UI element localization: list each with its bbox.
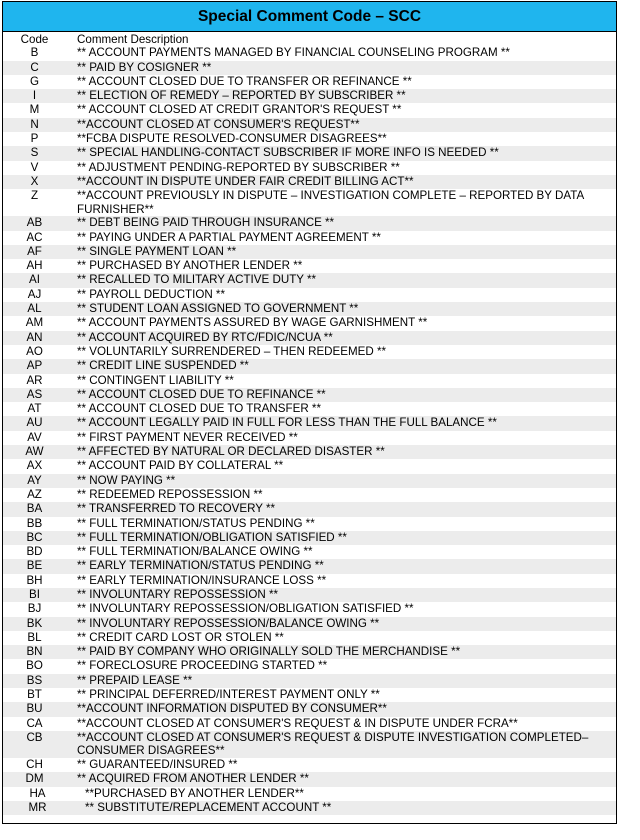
row-code: B xyxy=(30,46,39,60)
row-description: ** ACCOUNT PAYMENTS MANAGED BY FINANCIAL COUNSELING PROGRAM ** xyxy=(77,46,510,60)
table-row xyxy=(2,574,617,588)
row-code: DM xyxy=(25,772,44,786)
row-code: AS xyxy=(26,387,43,401)
row-code: MR xyxy=(28,800,47,814)
row-description: ** FORECLOSURE PROCEEDING STARTED ** xyxy=(77,659,328,673)
table-row xyxy=(2,388,617,402)
row-description: ** DEBT BEING PAID THROUGH INSURANCE ** xyxy=(77,216,335,230)
row-code: BU xyxy=(26,702,43,716)
row-description: ** CREDIT LINE SUSPENDED ** xyxy=(77,359,249,373)
row-code: C xyxy=(30,60,39,74)
row-description: ** ACCOUNT PAYMENTS ASSURED BY WAGE GARNISHMENT ** xyxy=(77,316,428,330)
row-code: AR xyxy=(26,373,43,387)
table-row xyxy=(2,46,617,60)
row-description: ** FULL TERMINATION/BALANCE OWING ** xyxy=(77,545,313,559)
table-row xyxy=(2,331,617,345)
table-row xyxy=(2,402,617,416)
table-row xyxy=(2,659,617,673)
row-description: ** INVOLUNTARY REPOSSESSION ** xyxy=(77,587,279,601)
row-description: ** ADJUSTMENT PENDING-REPORTED BY SUBSCRIBER ** xyxy=(77,160,400,174)
row-code: AT xyxy=(27,402,42,416)
row-code: BI xyxy=(29,587,40,601)
row-code: AB xyxy=(26,216,43,230)
row-description: **ACCOUNT CLOSED AT CONSUMER'S REQUEST & DISPUTE INVESTIGATION COMPLETED– CONSUMER DISAGREES** xyxy=(77,730,589,758)
row-code: AX xyxy=(26,459,43,473)
row-description: ** SINGLE PAYMENT LOAN ** xyxy=(77,244,237,258)
table-row xyxy=(2,688,617,702)
row-description: ** CONTINGENT LIABILITY ** xyxy=(77,373,234,387)
row-code: BS xyxy=(26,673,43,687)
table-header-row xyxy=(2,32,617,46)
table-row xyxy=(2,617,617,631)
row-description: **ACCOUNT IN DISPUTE UNDER FAIR CREDIT BILLING ACT** xyxy=(77,174,414,188)
row-description: ** REDEEMED REPOSSESSION ** xyxy=(77,487,263,501)
row-code: CB xyxy=(26,730,43,744)
scc-table xyxy=(2,1,617,815)
row-code: CA xyxy=(26,716,43,730)
table-row xyxy=(2,602,617,616)
row-code: AH xyxy=(26,259,43,273)
row-code: G xyxy=(29,74,40,88)
header-code: Code xyxy=(20,33,49,46)
row-code: Z xyxy=(30,189,39,203)
row-code: AZ xyxy=(27,487,42,501)
table-row xyxy=(2,345,617,359)
table-row xyxy=(2,772,617,786)
row-description: ** TRANSFERRED TO RECOVERY ** xyxy=(77,502,276,516)
table-row xyxy=(2,801,617,815)
table-row xyxy=(2,132,617,146)
row-description: ** ACCOUNT CLOSED AT CREDIT GRANTOR'S REQUEST ** xyxy=(77,103,402,117)
table-row xyxy=(2,502,617,516)
table-row xyxy=(2,288,617,302)
table-row xyxy=(2,445,617,459)
row-code: BH xyxy=(26,573,43,587)
row-code: BL xyxy=(27,630,42,644)
row-code: BK xyxy=(26,616,43,630)
row-code: AO xyxy=(26,344,43,358)
row-description: **ACCOUNT PREVIOUSLY IN DISPUTE – INVESTIGATION COMPLETE – REPORTED BY DATA FURNISHER** xyxy=(77,189,584,216)
table-row xyxy=(2,559,617,573)
row-code: AP xyxy=(26,359,43,373)
row-code: AI xyxy=(29,273,40,287)
row-code: V xyxy=(30,160,39,174)
row-code: BT xyxy=(27,688,42,702)
row-description: ** ACQUIRED FROM ANOTHER LENDER ** xyxy=(77,772,309,786)
table-row xyxy=(2,702,617,716)
row-code: BC xyxy=(26,530,43,544)
table-row xyxy=(2,474,617,488)
row-description: ** ACCOUNT CLOSED DUE TO REFINANCE ** xyxy=(77,387,326,401)
row-description: ** ACCOUNT CLOSED DUE TO TRANSFER ** xyxy=(77,402,321,416)
row-description: ** EARLY TERMINATION/STATUS PENDING ** xyxy=(77,559,324,573)
row-code: AM xyxy=(25,316,44,330)
row-description: ** PAID BY COSIGNER ** xyxy=(77,60,212,74)
table-body xyxy=(2,32,617,815)
row-description: ** ACCOUNT CLOSED DUE TO TRANSFER OR REFINANCE ** xyxy=(77,74,412,88)
table-row xyxy=(2,103,617,117)
row-description: ** PREPAID LEASE ** xyxy=(77,673,193,687)
row-description: ** FULL TERMINATION/STATUS PENDING ** xyxy=(77,516,315,530)
table-row xyxy=(2,89,617,103)
row-description: ** ACCOUNT PAID BY COLLATERAL ** xyxy=(77,459,284,473)
table-row xyxy=(2,787,617,801)
row-code: BN xyxy=(26,645,43,659)
table-row xyxy=(2,717,617,731)
row-description: ** ACCOUNT LEGALLY PAID IN FULL FOR LESS THAN THE FULL BALANCE ** xyxy=(77,416,497,430)
row-description: **PURCHASED BY ANOTHER LENDER** xyxy=(85,786,304,800)
row-description: ** INVOLUNTARY REPOSSESSION/BALANCE OWING ** xyxy=(77,616,380,630)
table-row xyxy=(2,75,617,89)
row-description: **ACCOUNT CLOSED AT CONSUMER'S REQUEST** xyxy=(77,117,360,131)
row-code: BD xyxy=(26,545,43,559)
table-row xyxy=(2,302,617,316)
table-row xyxy=(2,588,617,602)
row-code: BA xyxy=(26,502,43,516)
row-description: **ACCOUNT CLOSED AT CONSUMER'S REQUEST & IN DISPUTE UNDER FCRA** xyxy=(77,716,518,730)
scc-code-table xyxy=(2,32,617,815)
row-code: P xyxy=(30,132,39,146)
row-description: ** FIRST PAYMENT NEVER RECEIVED ** xyxy=(77,430,298,444)
table-row xyxy=(2,374,617,388)
row-code: S xyxy=(30,146,39,160)
row-description: ** PURCHASED BY ANOTHER LENDER ** xyxy=(77,259,303,273)
row-description: **ACCOUNT INFORMATION DISPUTED BY CONSUMER** xyxy=(77,702,387,716)
table-row xyxy=(2,488,617,502)
row-code: BE xyxy=(26,559,43,573)
row-code: M xyxy=(29,103,40,117)
row-description: ** PAYING UNDER A PARTIAL PAYMENT AGREEMENT ** xyxy=(77,230,381,244)
row-code: I xyxy=(32,89,37,103)
table-row xyxy=(2,216,617,230)
table-title: Special Comment Code – SCC xyxy=(2,1,617,32)
row-code: AU xyxy=(26,416,43,430)
row-description: ** ELECTION OF REMEDY – REPORTED BY SUBSCRIBER ** xyxy=(77,89,406,103)
row-description: ** FULL TERMINATION/OBLIGATION SATISFIED ** xyxy=(77,530,347,544)
row-description: ** PAID BY COMPANY WHO ORIGINALLY SOLD THE MERCHANDISE ** xyxy=(77,645,461,659)
row-description: ** SUBSTITUTE/REPLACEMENT ACCOUNT ** xyxy=(85,800,332,814)
row-description: ** EARLY TERMINATION/INSURANCE LOSS ** xyxy=(77,573,327,587)
table-row xyxy=(2,416,617,430)
table-row xyxy=(2,674,617,688)
table-row xyxy=(2,316,617,330)
table-row xyxy=(2,231,617,245)
row-code: HA xyxy=(29,786,46,800)
row-code: AL xyxy=(27,302,42,316)
row-code: BJ xyxy=(27,602,42,616)
table-row xyxy=(2,531,617,545)
row-code: AJ xyxy=(27,287,42,301)
row-code: AN xyxy=(26,330,43,344)
table-row xyxy=(2,175,617,189)
row-code: AF xyxy=(27,244,42,258)
table-row xyxy=(2,118,617,132)
row-code: AC xyxy=(26,230,43,244)
row-code: AV xyxy=(27,430,42,444)
header-description: Comment Description xyxy=(77,33,189,46)
row-description: ** INVOLUNTARY REPOSSESSION/OBLIGATION SATISFIED ** xyxy=(77,602,414,616)
row-code: AY xyxy=(27,473,42,487)
table-row xyxy=(2,731,617,758)
table-row xyxy=(2,61,617,75)
row-code: AW xyxy=(25,445,44,459)
table-row xyxy=(2,146,617,160)
row-description: ** AFFECTED BY NATURAL OR DECLARED DISASTER ** xyxy=(77,445,385,459)
row-description: ** PRINCIPAL DEFERRED/INTEREST PAYMENT ONLY ** xyxy=(77,688,380,702)
row-description: ** ACCOUNT ACQUIRED BY RTC/FDIC/NCUA ** xyxy=(77,330,333,344)
row-code: BB xyxy=(26,516,43,530)
row-description: ** VOLUNTARILY SURRENDERED – THEN REDEEMED ** xyxy=(77,344,387,358)
table-row xyxy=(2,259,617,273)
table-row xyxy=(2,161,617,175)
row-description: ** PAYROLL DEDUCTION ** xyxy=(77,287,225,301)
row-description: ** STUDENT LOAN ASSIGNED TO GOVERNMENT ** xyxy=(77,302,359,316)
row-code: N xyxy=(30,117,39,131)
table-row xyxy=(2,631,617,645)
table-row xyxy=(2,189,617,216)
table-row xyxy=(2,517,617,531)
row-description: ** CREDIT CARD LOST OR STOLEN ** xyxy=(77,630,284,644)
table-row xyxy=(2,545,617,559)
table-row xyxy=(2,758,617,772)
row-description: ** GUARANTEED/INSURED ** xyxy=(77,757,238,771)
row-code: CH xyxy=(26,757,43,771)
table-row xyxy=(2,245,617,259)
table-row xyxy=(2,459,617,473)
row-code: BO xyxy=(26,659,43,673)
row-description: ** RECALLED TO MILITARY ACTIVE DUTY ** xyxy=(77,273,317,287)
table-row xyxy=(2,645,617,659)
row-description: ** SPECIAL HANDLING-CONTACT SUBSCRIBER IF MORE INFO IS NEEDED ** xyxy=(77,146,499,160)
row-code: X xyxy=(30,174,39,188)
row-description: ** NOW PAYING ** xyxy=(77,473,176,487)
row-description: **FCBA DISPUTE RESOLVED-CONSUMER DISAGREES** xyxy=(77,132,387,146)
table-row xyxy=(2,273,617,287)
table-row xyxy=(2,431,617,445)
table-row xyxy=(2,359,617,373)
